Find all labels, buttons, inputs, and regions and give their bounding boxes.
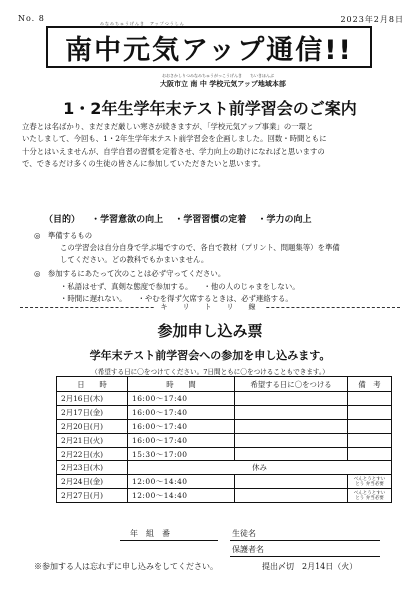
col-date: 日 時 (57, 377, 128, 392)
intro-paragraph (22, 121, 402, 171)
guardian-label: 保護者名 (232, 545, 264, 554)
row-time: 16:00〜17:40 (128, 433, 235, 447)
table-row (57, 433, 392, 447)
check-cell[interactable] (235, 447, 348, 461)
page-heading: 1・2年生学年末テスト前学習会のご案内 (63, 99, 357, 118)
table-row (57, 419, 392, 433)
intro-line: 十分とはいえませんが、自学自習の習慣を定着させ、学力向上の助けになればと思いますの (22, 146, 325, 156)
goal-item: ・学習意欲の向上 (91, 215, 164, 225)
footnote: ※参加する人は忘れずに申し込みをしてください。 (34, 562, 218, 571)
goals (44, 212, 319, 225)
issue-number: No. 8 (18, 14, 45, 23)
schedule-table (56, 376, 392, 503)
table-row (57, 392, 392, 406)
table-header (57, 377, 392, 392)
prep-heading: ◎ 準備するもの (34, 231, 93, 240)
row-time: 16:00〜17:40 (128, 419, 235, 433)
table-row (57, 461, 392, 475)
publisher-ruby: おおさかしりつみなみちゅうがっこうげんき ちいきほんぶ (162, 73, 274, 78)
row-time: 15:30〜17:00 (128, 447, 235, 461)
check-cell[interactable] (235, 419, 348, 433)
row-note (348, 447, 392, 461)
newsletter-title: 南中元気アップ通信!! (65, 34, 353, 66)
row-note (348, 433, 392, 447)
row-date: 2月27日(月) (57, 489, 128, 503)
class-field[interactable] (120, 540, 218, 541)
table-row (57, 405, 392, 419)
row-date: 2月22日(水) (57, 447, 128, 461)
row-note (348, 419, 392, 433)
form-note: （希望する日に〇をつけてください。7日間ともに〇をつけることもできます。） (91, 368, 329, 376)
goals-label: （目的） (44, 215, 81, 225)
row-time: 12:00〜14:40 (128, 489, 235, 503)
row-note: べんとうとすいとう 弁当必要 (348, 475, 392, 489)
row-time: 12:00〜14:40 (128, 475, 235, 489)
title-box (46, 26, 372, 68)
student-label: 生徒名 (232, 529, 256, 538)
row-note (348, 392, 392, 406)
form-title: 参加申し込み票 (157, 322, 263, 340)
rules-heading: ◎ 参加するにあたって次のことは必ず守ってください。 (34, 269, 226, 278)
table-row (57, 447, 392, 461)
goal-item: ・学習習慣の定着 (174, 215, 247, 225)
prep-line: この学習会は自分自身で学ぶ場ですので、各自で教材（プリント、問題集等）を準備 (60, 243, 340, 252)
row-time: 16:00〜17:40 (128, 405, 235, 419)
row-date: 2月20日(月) (57, 419, 128, 433)
row-date: 2月23日(木) (57, 461, 128, 475)
col-check: 希望する日に〇をつける (235, 377, 348, 392)
table-row (57, 475, 392, 489)
row-date: 2月21日(火) (57, 433, 128, 447)
title-ruby: みなみちゅうげんき アップつうしん (100, 21, 185, 26)
intro-line: いたしまして、今回も、1・2年生学年末テスト前学習会を企画しました。回数・時間ともに (22, 134, 327, 144)
col-time: 時 間 (128, 377, 235, 392)
intro-line: で、できるだけ多くの生徒の皆さんに参加していただきたいと思います。 (22, 159, 266, 169)
row-note: べんとうとすいとう 弁当必要 (348, 489, 392, 503)
publisher: 大阪市立 南 中 学校元気アップ地域本部 (160, 80, 286, 88)
row-time: 16:00〜17:40 (128, 392, 235, 406)
cut-label: キ リ ト リ 線 (0, 302, 420, 312)
table-row (57, 489, 392, 503)
prep-line: してください。どの教科でもかまいません。 (60, 255, 209, 264)
row-holiday: 休み (128, 461, 392, 475)
check-cell[interactable] (235, 433, 348, 447)
row-date: 2月17日(金) (57, 405, 128, 419)
row-date: 2月24日(金) (57, 475, 128, 489)
row-note (348, 405, 392, 419)
check-cell[interactable] (235, 489, 348, 503)
rules-line: ・私語はせず、真剣な態度で参加する。 ・他の人のじゃまをしない。 (60, 282, 300, 291)
intro-line: 立春とは名ばかり、まだまだ厳しい寒さが続きますが、「学校元気アップ事業」の一環と (22, 122, 314, 131)
check-cell[interactable] (235, 475, 348, 489)
row-date: 2月16日(木) (57, 392, 128, 406)
guardian-field[interactable] (230, 556, 380, 557)
col-notes: 備 考 (348, 377, 392, 392)
check-cell[interactable] (235, 392, 348, 406)
form-subtitle: 学年末テスト前学習会への参加を申し込みます。 (89, 349, 331, 362)
student-field[interactable] (230, 540, 380, 541)
deadline: 提出〆切 2月14日（火） (262, 562, 358, 571)
class-label: 年 組 番 (130, 529, 170, 538)
rules-line: ・時間に遅れない。 ・やむを得ず欠席するときは、必ず連絡する。 (60, 294, 293, 303)
check-cell[interactable] (235, 405, 348, 419)
goal-item: ・学力の向上 (257, 215, 312, 225)
issue-date: 2023年2月8日 (340, 15, 404, 24)
